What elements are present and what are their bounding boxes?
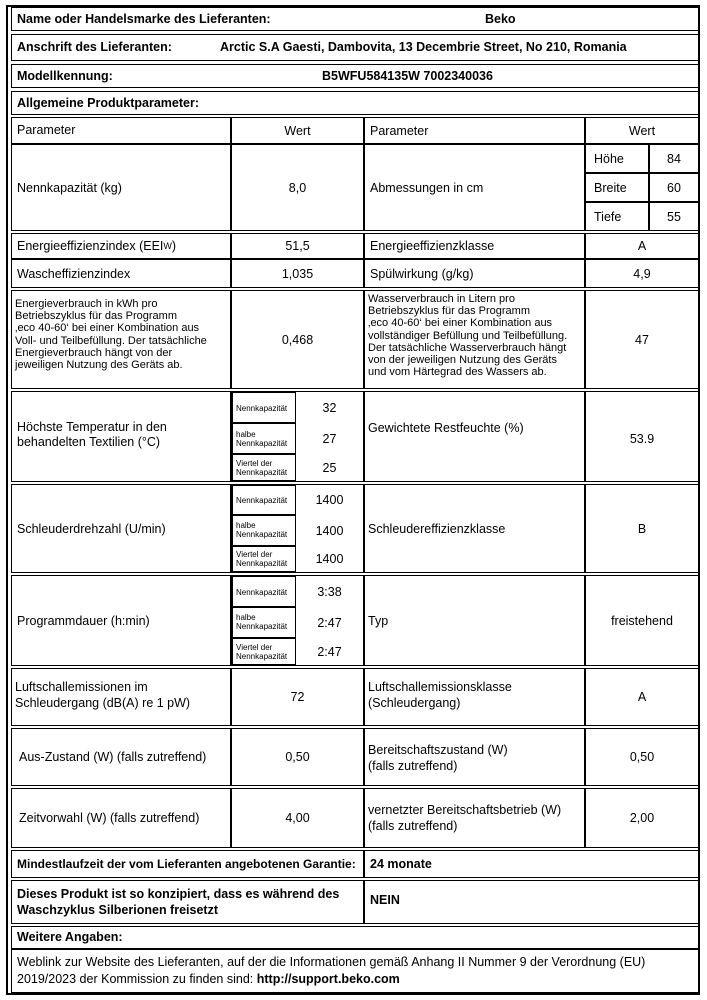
duration-sub-label: Nennkapazität [232,576,296,607]
address-label: Anschrift des Lieferanten: [17,40,172,54]
rinse-value: 4,9 [585,259,699,288]
spin-class-label: Schleudereffizienzklasse [364,484,585,573]
col-header-param-right: Parameter [364,117,585,144]
spin-speed-values [231,484,364,573]
col-header-param-left: Parameter [11,117,231,144]
energy-use-label: Energieverbrauch in kWh pro Betriebszyklus für das Programm ‚eco 40-60‘ bei einer Kombination aus Voll- und Teilbefüllung. Der tatsächliche Energieverbrauch hängt von der jeweiligen Nutzung des Geräts ab. [11,290,231,389]
supplier-row [11,7,699,31]
guarantee-value: 24 monate [364,850,699,878]
duration-values [231,575,364,666]
temperature-sub-label: Viertel der Nennkapazität [232,454,296,481]
networked-standby-label: vernetzter Bereitschaftsbetrieb (W) (falls zutreffend) [364,788,585,848]
support-link[interactable]: http://support.beko.com [256,972,400,986]
height-value: 84 [649,144,699,173]
off-mode-value: 0,50 [231,728,364,786]
wash-index-value: 1,035 [231,259,364,288]
further-info-body [11,949,699,993]
supplier-label: Name oder Handelsmarke des Lieferanten: [17,12,271,26]
duration-sub-value: 2:47 [317,615,342,630]
off-mode-label: Aus-Zustand (W) (falls zutreffend) [11,728,231,786]
model-row [11,64,699,88]
standby-value: 0,50 [585,728,699,786]
moisture-label: Gewichtete Restfeuchte (%) [364,391,585,482]
height-label: Höhe [585,144,649,173]
duration-sub-label: halbe Nennkapazität [232,607,296,638]
spin-sub-value: 1400 [315,523,344,538]
further-info-line: Weblink zur Website des Lieferanten, auf der die Informationen gemäß Anhang II Nummer 9 der Verordnung (EU) [17,955,646,969]
wash-index-label: Wascheffizienzindex [11,259,231,288]
further-info-header: Weitere Angaben: [11,926,699,949]
temperature-sub-value: 25 [322,460,337,475]
dimensions-label: Abmessungen in cm [364,144,585,231]
depth-value: 55 [649,202,699,231]
address-row [11,34,699,61]
width-value: 60 [649,173,699,202]
eei-label: Energieeffizienzindex (EEI W ) [11,233,231,259]
duration-sub-value: 3:38 [317,584,342,599]
temperature-sub-value: 27 [322,431,337,446]
guarantee-label: Mindestlaufzeit der vom Lieferanten angebotenen Garantie: [11,850,364,878]
general-params-label: Allgemeine Produktparameter: [17,96,199,110]
water-use-label: Wasserverbrauch in Litern pro Betriebszyklus für das Programm ‚eco 40-60‘ bei einer Kombination aus vollständiger Befüllung und Teilbefüllung. Der tatsächliche Wasserverbrauch hängt von der jeweiligen Nutzung des Geräts und vom Härtegrad des Wassers ab. [364,290,585,389]
noise-class-label: Luftschallemissionsklasse (Schleudergang) [364,668,585,726]
temperature-sub-label: Nennkapazität [232,392,296,423]
col-header-value-right: Wert [585,117,699,144]
width-label: Breite [585,173,649,202]
standby-label: Bereitschaftszustand (W) (falls zutreffend) [364,728,585,786]
spin-sub-label: Nennkapazität [232,485,296,515]
noise-label: Luftschallemissionen im Schleudergang (dB(A) re 1 pW) [11,668,231,726]
address-value: Arctic S.A Gaesti, Dambovita, 13 Decembrie Street, No 210, Romania [220,40,627,54]
temperature-sub-label: halbe Nennkapazität [232,423,296,454]
rinse-label: Spülwirkung (g/kg) [364,259,585,288]
temperature-label: Höchste Temperatur in den behandelten Textilien (°C) [11,391,231,482]
spin-sub-label: Viertel der Nennkapazität [232,546,296,572]
capacity-label: Nennkapazität (kg) [11,144,231,231]
spin-class-value: B [585,484,699,573]
water-use-value: 47 [585,290,699,389]
depth-label: Tiefe [585,202,649,231]
moisture-value: 53.9 [585,391,699,482]
spin-sub-value: 1400 [315,493,344,507]
noise-value: 72 [231,668,364,726]
col-header-value-left: Wert [231,117,364,144]
duration-sub-value: 2:47 [317,644,342,659]
type-label: Typ [364,575,585,666]
delay-start-value: 4,00 [231,788,364,848]
spin-sub-label: halbe Nennkapazität [232,515,296,546]
capacity-value: 8,0 [231,144,364,231]
energy-class-label: Energieeffizienzklasse [364,233,585,259]
further-info-line: 2019/2023 der Kommission zu finden sind: [17,972,257,986]
silver-ions-label: Dieses Produkt ist so konzipiert, dass es während des Waschzyklus Silberionen freisetzt [11,880,364,924]
silver-ions-value: NEIN [364,880,699,924]
energy-class-value: A [585,233,699,259]
noise-class-value: A [585,668,699,726]
energy-use-value: 0,468 [231,290,364,389]
duration-label: Programmdauer (h:min) [11,575,231,666]
supplier-value: Beko [485,12,516,26]
networked-standby-value: 2,00 [585,788,699,848]
general-params-header [11,91,699,115]
model-label: Modellkennung: [17,69,113,83]
eei-value: 51,5 [231,233,364,259]
spin-sub-value: 1400 [315,552,344,566]
duration-sub-label: Viertel der Nennkapazität [232,638,296,665]
temperature-sub-value: 32 [322,400,337,415]
temperature-values [231,391,364,482]
spin-speed-label: Schleuderdrehzahl (U/min) [11,484,231,573]
delay-start-label: Zeitvorwahl (W) (falls zutreffend) [11,788,231,848]
type-value: freistehend [585,575,699,666]
model-value: B5WFU584135W 7002340036 [322,69,493,83]
